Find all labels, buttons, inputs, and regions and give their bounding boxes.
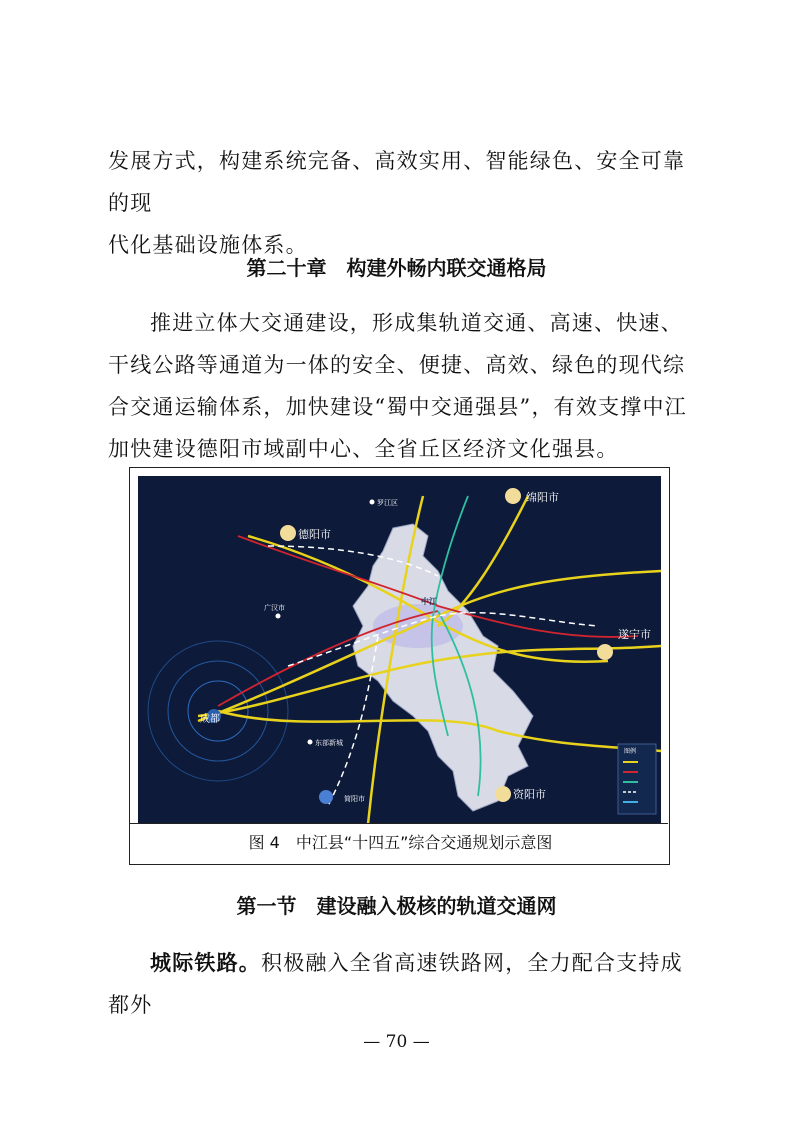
label-deyang: 德阳市 <box>298 528 331 541</box>
body-paragraph: 推进立体大交通建设，形成集轨道交通、高速、快速、干线公路等通道为一体的安全、便捷、高效、绿色的现代综合交通运输体系，加快建设“蜀中交通强县”，有效支撑中江加快建设德阳市域副中心、全省丘区经济文化强县。 <box>108 311 687 461</box>
city-dot-dongbu <box>308 740 313 745</box>
city-marker-suining <box>597 644 613 660</box>
label-dongbu: 东部新城 <box>315 739 343 747</box>
page-number: — 70 — <box>363 1032 430 1052</box>
label-ziyang: 资阳市 <box>513 788 546 801</box>
traffic-plan-map <box>138 476 661 824</box>
section-paragraph <box>108 942 698 1026</box>
figure-caption: 图 4 中江县“十四五”综合交通规划示意图 <box>248 833 553 852</box>
city-marker-mianyang <box>505 488 521 504</box>
label-mianyang: 绵阳市 <box>526 491 559 504</box>
city-dot-guanghan <box>276 614 281 619</box>
label-jianyang: 简阳市 <box>344 795 365 803</box>
chapter-heading: 第二十章 构建外畅内联交通格局 <box>246 256 547 280</box>
figure <box>129 467 670 865</box>
section-paragraph-lead: 城际铁路。 <box>150 950 261 975</box>
top-paragraph <box>108 140 698 266</box>
label-suining: 遂宁市 <box>618 628 651 641</box>
caption-divider <box>130 823 668 824</box>
section-paragraph-text: 积极融入全省高速铁路网，全力配合支持成都外 <box>108 951 683 1017</box>
label-luojiang: 罗江区 <box>377 499 398 507</box>
legend-title: 图例 <box>624 748 637 755</box>
top-paragraph-line1: 发展方式，构建系统完备、高效实用、智能绿色、安全可靠的现 <box>108 149 686 215</box>
section-heading: 第一节 建设融入极核的轨道交通网 <box>236 894 557 918</box>
label-zhongjiang: 中江 <box>421 597 437 606</box>
city-marker-ziyang <box>495 786 511 802</box>
top-paragraph-line2: 代化基础设施体系。 <box>108 233 308 257</box>
city-marker-deyang <box>280 525 296 541</box>
city-dot-luojiang <box>370 500 375 505</box>
label-guanghan: 广汉市 <box>264 604 285 612</box>
airport-icon <box>319 790 333 804</box>
label-chengdu: 成都 <box>200 714 220 725</box>
